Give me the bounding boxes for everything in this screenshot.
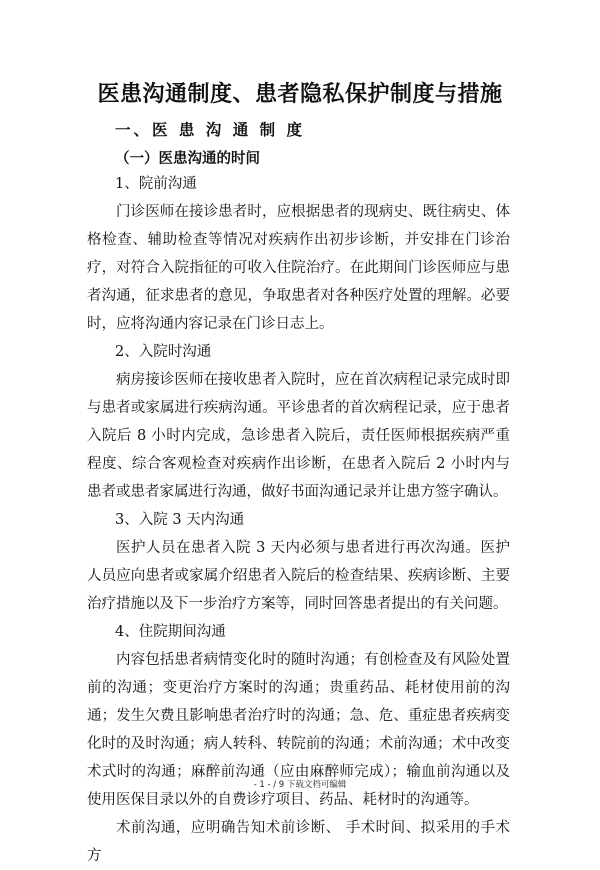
page-footer: - 1 - / 9 下载文档可编辑 [253, 780, 347, 790]
document-body [87, 170, 510, 870]
item-paragraph: 内容包括患者病情变化时的随时沟通；有创检查及有风险处置前的沟通；变更治疗方案时的沟通；贵重药品、耗材使用前的沟通；发生欠费且影响患者治疗时的沟通；急、危、重症患者疾病变化时的及时沟通；病人转科、转院前的沟通；术前沟通；术中改变术式时的沟通；麻醉前沟通（应由麻醉师完成）；输血前沟通以及使用医保目录以外的自费诊疗项目、药品、耗材时的沟通等。 [87, 652, 510, 808]
item-heading: 4、住院期间沟通 [115, 624, 226, 640]
item-heading: 1、院前沟通 [115, 176, 197, 192]
document-title: 医患沟通制度、患者隐私保护制度与措施 [97, 82, 503, 107]
item-paragraph: 医护人员在患者入院 3 天内必须与患者进行再次沟通。医护人员应向患者或家属介绍患者入院后的检查结果、疾病诊断、主要治疗措施以及下一步治疗方案等，同时回答患者提出的有关问题。 [87, 540, 510, 612]
item-heading: 3、入院 3 天内沟通 [115, 512, 245, 528]
subsection-heading: （一）医患沟通的时间 [115, 151, 260, 167]
item-paragraph: 门诊医师在接诊患者时，应根据患者的现病史、既往病史、体格检查、辅助检查等情况对疾病作出初步诊断，并安排在门诊治疗，对符合入院指征的可收入住院治疗。在此期间门诊医师应与患者沟通，征求患者的意见，争取患者对各种医疗处置的理解。必要时，应将沟通内容记录在门诊日志上。 [87, 204, 510, 332]
item-heading: 2、入院时沟通 [115, 344, 212, 360]
closing-paragraph: 术前沟通，应明确告知术前诊断、 手术时间、拟采用的手术方 [87, 820, 510, 864]
section-heading: 一、医 患 沟 通 制 度 [115, 121, 305, 139]
item-paragraph: 病房接诊医师在接收患者入院时，应在首次病程记录完成时即与患者或家属进行疾病沟通。平诊患者的首次病程记录，应于患者入院后 8 小时内完成，急诊患者入院后，责任医师根据疾病严重程度、综合客观检查对疾病作出诊断，在患者入院后 2 小时内与患者或患者家属进行沟通，做好书面沟通记录并让患方签字确认。 [87, 372, 510, 500]
